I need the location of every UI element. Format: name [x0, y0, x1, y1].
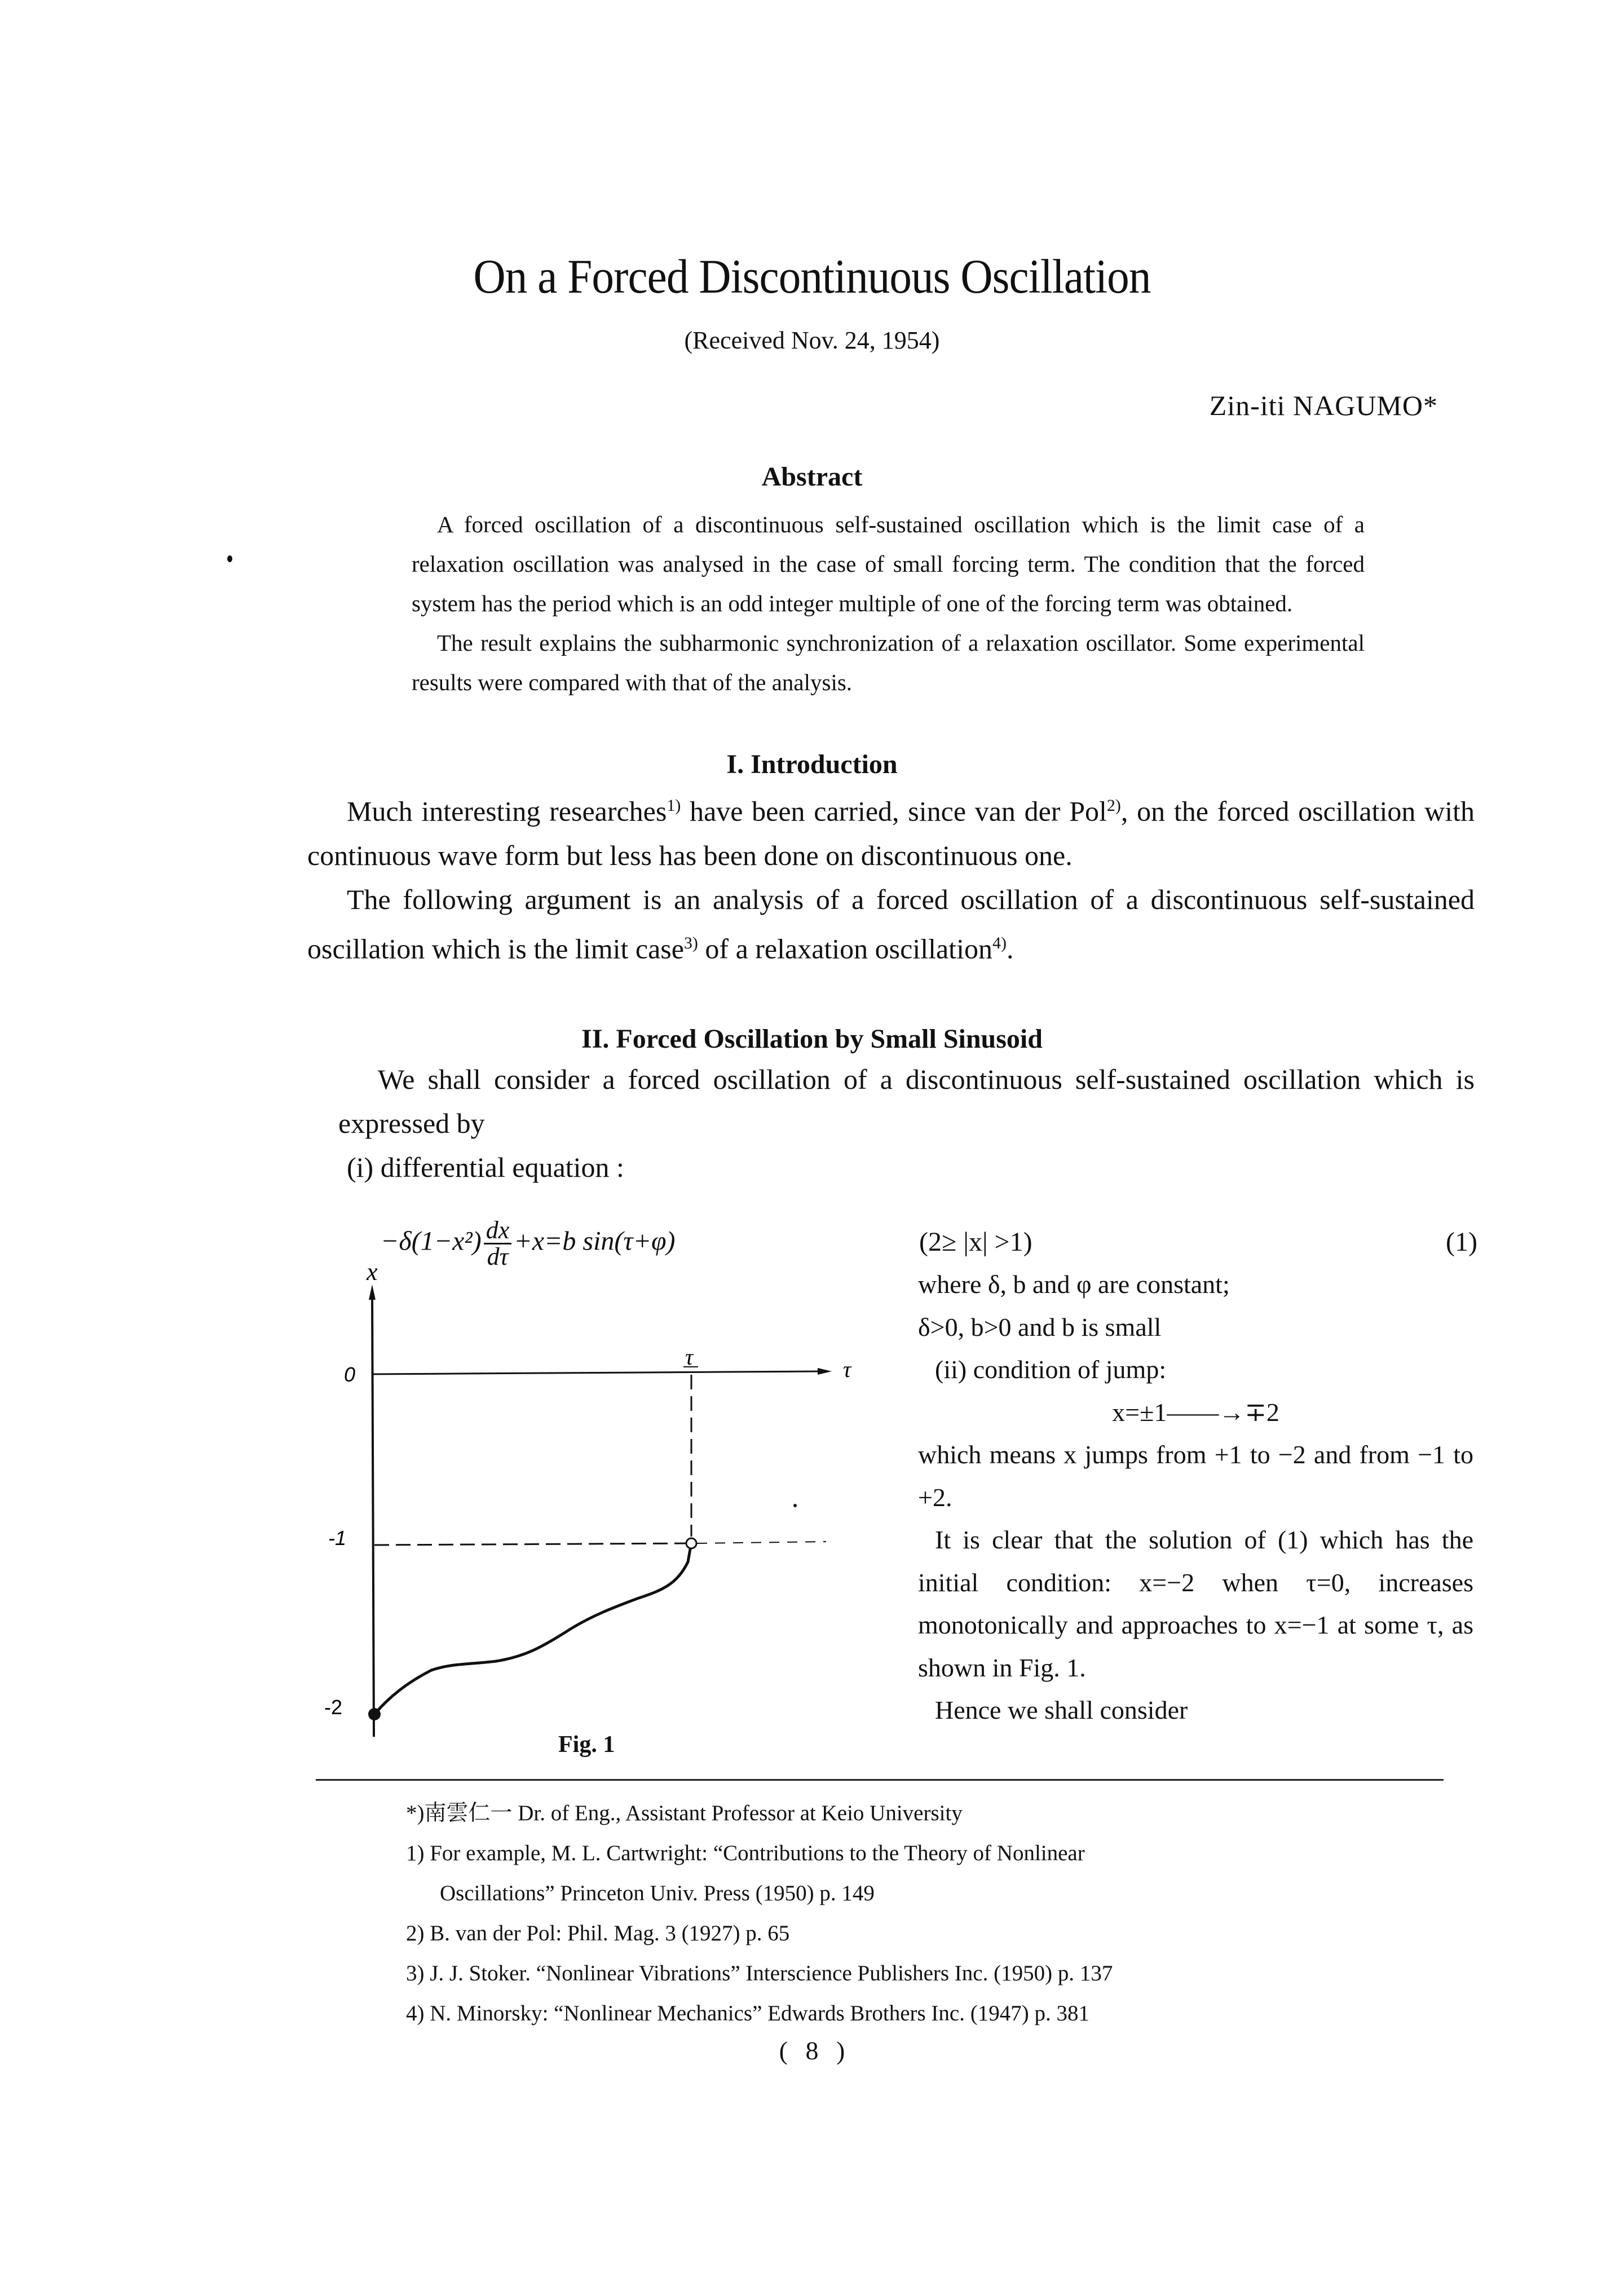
where-line-1: where δ, b and φ are constant; [918, 1270, 1230, 1299]
footnote-3: 3) J. J. Stoker. “Nonlinear Vibrations” Interscience Publishers Inc. (1950) p. 137 [406, 1961, 1113, 1985]
where-line-2: δ>0, b>0 and b is small [918, 1312, 1162, 1341]
footnote-4: 4) N. Minorsky: “Nonlinear Mechanics” Edwards Brothers Inc. (1947) p. 381 [406, 2001, 1089, 2025]
footnote-2: 2) B. van der Pol: Phil. Mag. 3 (1927) p. 65 [406, 1921, 790, 1945]
tau-axis [372, 1371, 820, 1374]
footnote-ref-2: 2) [1106, 796, 1121, 815]
jump-explanation: which means x jumps from +1 to −2 and from −1 to +2. [918, 1440, 1473, 1512]
abstract-paragraph: A forced oscillation of a discontinuous self-sustained oscillation which is the limit case of a relaxation oscillation was analysed in the case of small forcing term. The condition that the forced system has the period which is an odd integer multiple of one of the forcing term was obtained. [412, 511, 1365, 616]
y-axis-arrow-icon [369, 1285, 376, 1300]
x-minus1-dashed-guide [374, 1543, 688, 1545]
page-number: ( 8 ) [779, 2036, 845, 2065]
stray-ink-dot [793, 1504, 797, 1507]
paper-title: On a Forced Discontinuous Oscillation [473, 249, 1151, 303]
intro-paragraph-1: Much interesting researches$^{1)}$ have been carried, since van der Pol$^{2)}$, on the forced oscillation with continuous wave form but less has been done on discontinuous one. [307, 795, 1475, 871]
open-endpoint-marker [686, 1538, 696, 1548]
abstract-paragraph: The result explains the subharmonic synchronization of a relaxation oscillator. Some experimental results were compared with that of the analysis. [412, 630, 1365, 695]
initial-point-marker [368, 1708, 381, 1720]
introduction-body [307, 784, 1475, 970]
footnote-ref-3: 3) [683, 933, 698, 952]
equation-1-number: (1) [1446, 1227, 1477, 1257]
footnotes [406, 1793, 1506, 2033]
footnote-1: 1) For example, M. L. Cartwright: “Contributions to the Theory of Nonlinear [406, 1841, 1085, 1865]
y-tick-minus1: -1 [328, 1526, 347, 1550]
y-tick-minus2: -2 [324, 1696, 343, 1719]
figure-1 [316, 1246, 885, 1754]
section-heading-introduction: I. Introduction [726, 749, 898, 779]
footnote-author: *)南雲仁一 Dr. of Eng., Assistant Professor at Keio University [406, 1801, 963, 1825]
footnote-ref-4: 4) [992, 933, 1007, 952]
solution-curve [374, 1549, 690, 1714]
right-column-text [918, 1263, 1473, 1732]
tau-axis-label: τ [843, 1357, 851, 1382]
item-ii-label: (ii) condition of jump: [935, 1355, 1167, 1384]
section2-intro-paragraph: We shall consider a forced oscillation of a discontinuous self-sustained oscillation which is expressed by [338, 1063, 1475, 1139]
intro-paragraph-2: The following argument is an analysis of a forced oscillation of a discontinuous self-sustained oscillation which is the limit case$^{3)}$ of a relaxation oscillation$^{4)}$. [307, 883, 1475, 965]
y-axis [372, 1294, 374, 1737]
equation-1-expression: −δ(1−x²) $\frac{dx}{d\tau}$ +x=b sin(τ+φ) [381, 1216, 676, 1270]
item-i-label: (i) differential equation : [347, 1151, 624, 1183]
footnote-ref-1: 1) [667, 796, 681, 815]
section-heading-forced-oscillation: II. Forced Oscillation by Small Sinusoid [581, 1024, 1043, 1054]
figure-1-caption: Fig. 1 [558, 1732, 615, 1758]
derivative-fraction: $\frac{dx}{d\tau}$ [484, 1218, 512, 1269]
equation-1-domain: (2≥ |x| >1) [919, 1227, 1032, 1257]
hence-line: Hence we shall consider [935, 1696, 1188, 1724]
y-tick-0: 0 [344, 1363, 356, 1386]
abstract-body [412, 505, 1365, 702]
solution-paragraph: It is clear that the solution of (1) which has the initial condition: x=−2 when τ=0, increases monotonically and approaches to x=−1 at some τ, as shown in Fig. 1. [918, 1525, 1473, 1682]
footnote-1-continued: Oscillations” Princeton Univ. Press (1950) p. 149 [440, 1881, 875, 1905]
section2-intro [338, 1057, 1475, 1189]
tau-axis-arrow-icon [818, 1368, 832, 1375]
jump-equation: x=±1——→∓2 [1112, 1397, 1279, 1427]
abstract-heading: Abstract [761, 462, 863, 492]
received-date: (Received Nov. 24, 1954) [684, 326, 940, 354]
footnote-separator [316, 1779, 1444, 1781]
author-name: Zin-iti NAGUMO* [1209, 390, 1438, 421]
margin-ink-mark [227, 555, 232, 562]
tau-point-label: τ [685, 1344, 694, 1370]
y-axis-label: x [367, 1258, 378, 1286]
